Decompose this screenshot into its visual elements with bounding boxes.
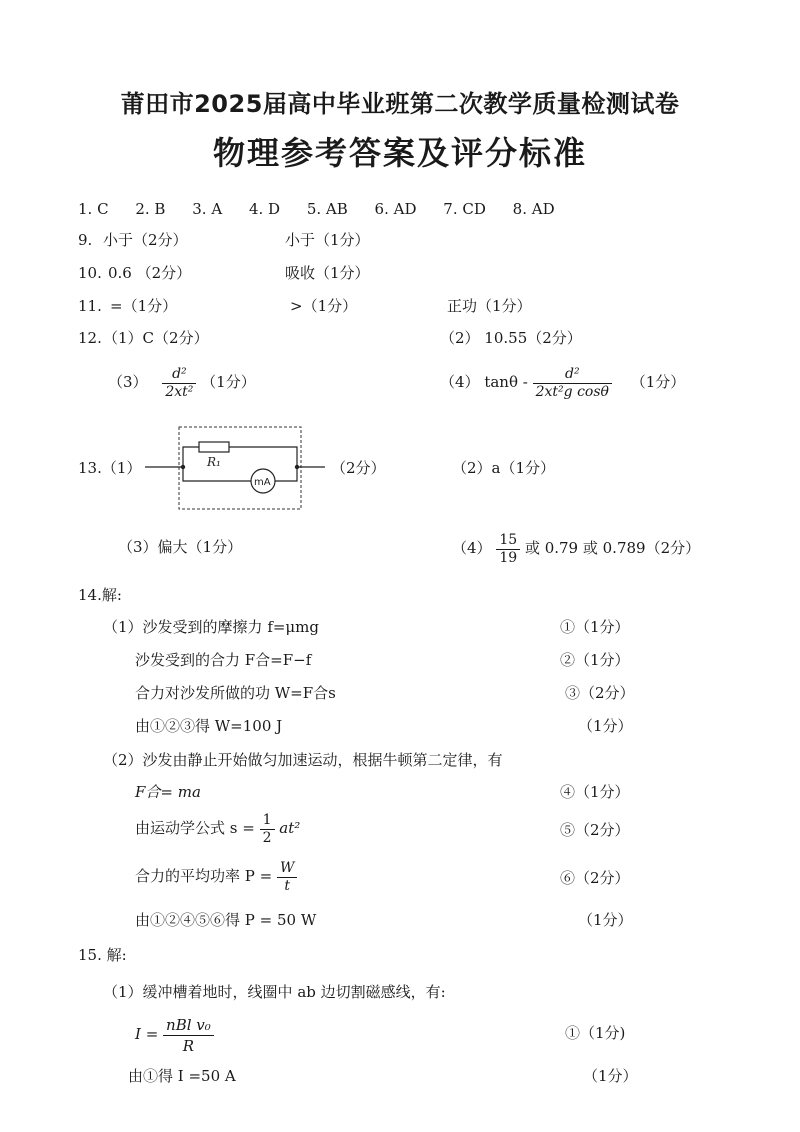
q15-eq-fraction bbox=[163, 1015, 214, 1056]
q12-part4-score: （1分） bbox=[630, 373, 686, 391]
q14-score-3: ③（2分） bbox=[565, 684, 635, 702]
q14-line-9: 由①②④⑤⑥得 P = 50 W bbox=[135, 911, 317, 929]
q13-part4-rest: 或 0.79 或 0.789（2分） bbox=[524, 539, 701, 557]
mc-answer: 7. CD bbox=[443, 200, 486, 218]
fraction-numerator: d² bbox=[533, 366, 612, 384]
q15-line-1: （1）缓冲槽着地时，线圈中 ab 边切割磁感线，有: bbox=[103, 983, 446, 1001]
q11-answer-b: >（1分） bbox=[290, 297, 358, 315]
q13-part2: （2）a（1分） bbox=[452, 459, 556, 477]
fraction-denominator: 2xt² bbox=[165, 383, 194, 400]
mc-answer: 8. AD bbox=[512, 200, 555, 218]
fraction-numerator: 1 bbox=[260, 812, 275, 830]
q12-part2: （2） 10.55（2分） bbox=[440, 329, 582, 347]
resistor-label: R₁ bbox=[207, 455, 221, 469]
q12-part4-prefix: tanθ - bbox=[484, 373, 528, 391]
fraction-numerator: nBl v₀ bbox=[163, 1015, 214, 1036]
q14-line-8 bbox=[135, 856, 297, 896]
q11-answer-a: =（1分） bbox=[110, 297, 178, 315]
fraction-denominator: 19 bbox=[499, 549, 518, 566]
q13-label: 13.（1） bbox=[78, 459, 142, 477]
q14-score-6: ④（1分） bbox=[560, 783, 630, 801]
q12-part3-label: （3） bbox=[108, 373, 148, 391]
q12-part1: （1）C（2分） bbox=[103, 329, 209, 347]
fraction-numerator: W bbox=[277, 860, 297, 878]
q10-answer-a: 0.6 （2分） bbox=[108, 264, 192, 282]
q12-part4-fraction bbox=[533, 366, 612, 401]
q11-label: 11. bbox=[78, 297, 102, 315]
q13-part4 bbox=[452, 530, 700, 567]
q14-score-7: ⑤（2分） bbox=[560, 821, 630, 839]
q13-part1-score: （2分） bbox=[331, 459, 386, 477]
circuit-diagram bbox=[145, 425, 325, 513]
q13-part3: （3）偏大（1分） bbox=[118, 538, 243, 556]
q14-line-5: （2）沙发由静止开始做匀加速运动，根据牛顿第二定律，有 bbox=[103, 751, 503, 769]
q10-answer-b: 吸收（1分） bbox=[285, 264, 370, 282]
circuit-dashed-box bbox=[179, 427, 301, 509]
fraction-denominator: R bbox=[182, 1036, 195, 1055]
q14-score-1: ①（1分） bbox=[560, 618, 630, 636]
q14-line-4: 由①②③得 W=100 J bbox=[135, 717, 283, 735]
q15-eq-score: ①（1分) bbox=[565, 1024, 626, 1042]
mc-answer: 4. D bbox=[248, 200, 281, 218]
q14-line-1: （1）沙发受到的摩擦力 f=μmg bbox=[103, 618, 320, 636]
q14-score-4: （1分） bbox=[578, 717, 633, 735]
mc-answer: 3. A bbox=[192, 200, 223, 218]
mc-answer: 6. AD bbox=[374, 200, 417, 218]
mc-answers-row bbox=[78, 199, 577, 219]
resistor-symbol bbox=[199, 442, 229, 452]
q9-answer-b: 小于（1分） bbox=[285, 231, 370, 249]
mc-answer: 5. AB bbox=[306, 200, 348, 218]
q15-equation bbox=[135, 1010, 214, 1058]
q12-part3-score: （1分） bbox=[201, 373, 256, 391]
q12-part4-label: （4） bbox=[440, 373, 480, 391]
fraction-denominator: t bbox=[284, 877, 290, 894]
answer-key-title: 物理参考答案及评分标准 bbox=[212, 134, 587, 172]
q14-line-8-text: 合力的平均功率 P = bbox=[135, 867, 273, 885]
fraction-numerator: d² bbox=[162, 366, 196, 384]
q15-result: 由①得 I =50 A bbox=[128, 1067, 236, 1085]
q14-score-2: ②（1分） bbox=[560, 651, 630, 669]
q12-part3 bbox=[108, 362, 256, 402]
power-fraction bbox=[277, 860, 297, 895]
q9-answer-a: 小于（2分） bbox=[103, 231, 188, 249]
q13-part4-label: （4） bbox=[452, 539, 492, 557]
kinematics-tail: at² bbox=[279, 819, 301, 837]
mc-answer: 1. C bbox=[78, 200, 109, 218]
circuit-wire-top-right bbox=[229, 447, 297, 467]
fraction-denominator: 2xt²g cosθ bbox=[535, 383, 609, 400]
milliammeter-label: mA bbox=[254, 477, 271, 488]
q12-part4 bbox=[440, 362, 685, 402]
q14-line-3: 合力对沙发所做的功 W=F合s bbox=[135, 684, 336, 702]
kinematics-fraction bbox=[260, 812, 275, 847]
q14-line-7 bbox=[135, 808, 300, 848]
q9-label: 9. bbox=[78, 231, 93, 249]
q11-answer-c: 正功（1分） bbox=[447, 297, 532, 315]
q14-line-7-text: 由运动学公式 s = bbox=[135, 819, 255, 837]
q14-score-8: ⑥（2分） bbox=[560, 869, 630, 887]
q13-part4-fraction bbox=[496, 532, 520, 567]
q12-part3-fraction bbox=[162, 366, 196, 401]
q15-label: 15. 解: bbox=[78, 946, 127, 964]
q15-result-score: （1分） bbox=[583, 1067, 638, 1085]
circuit-wire-bottom-right bbox=[275, 467, 297, 481]
q15-eq-lhs: I = bbox=[135, 1025, 159, 1043]
q12-label: 12. bbox=[78, 329, 102, 347]
fraction-numerator: 15 bbox=[496, 532, 520, 550]
q14-line-2: 沙发受到的合力 F合=F−f bbox=[135, 651, 312, 669]
q14-score-9: （1分） bbox=[578, 911, 633, 929]
q14-line-6: F合= ma bbox=[135, 783, 201, 801]
exam-title: 莆田市2025届高中毕业班第二次教学质量检测试卷 bbox=[120, 90, 680, 118]
q14-label: 14.解: bbox=[78, 586, 122, 604]
fraction-denominator: 2 bbox=[262, 829, 272, 846]
circuit-wire-bottom bbox=[183, 467, 251, 481]
q10-label: 10. bbox=[78, 264, 102, 282]
circuit-wire-top bbox=[183, 447, 199, 467]
mc-answer: 2. B bbox=[135, 200, 166, 218]
